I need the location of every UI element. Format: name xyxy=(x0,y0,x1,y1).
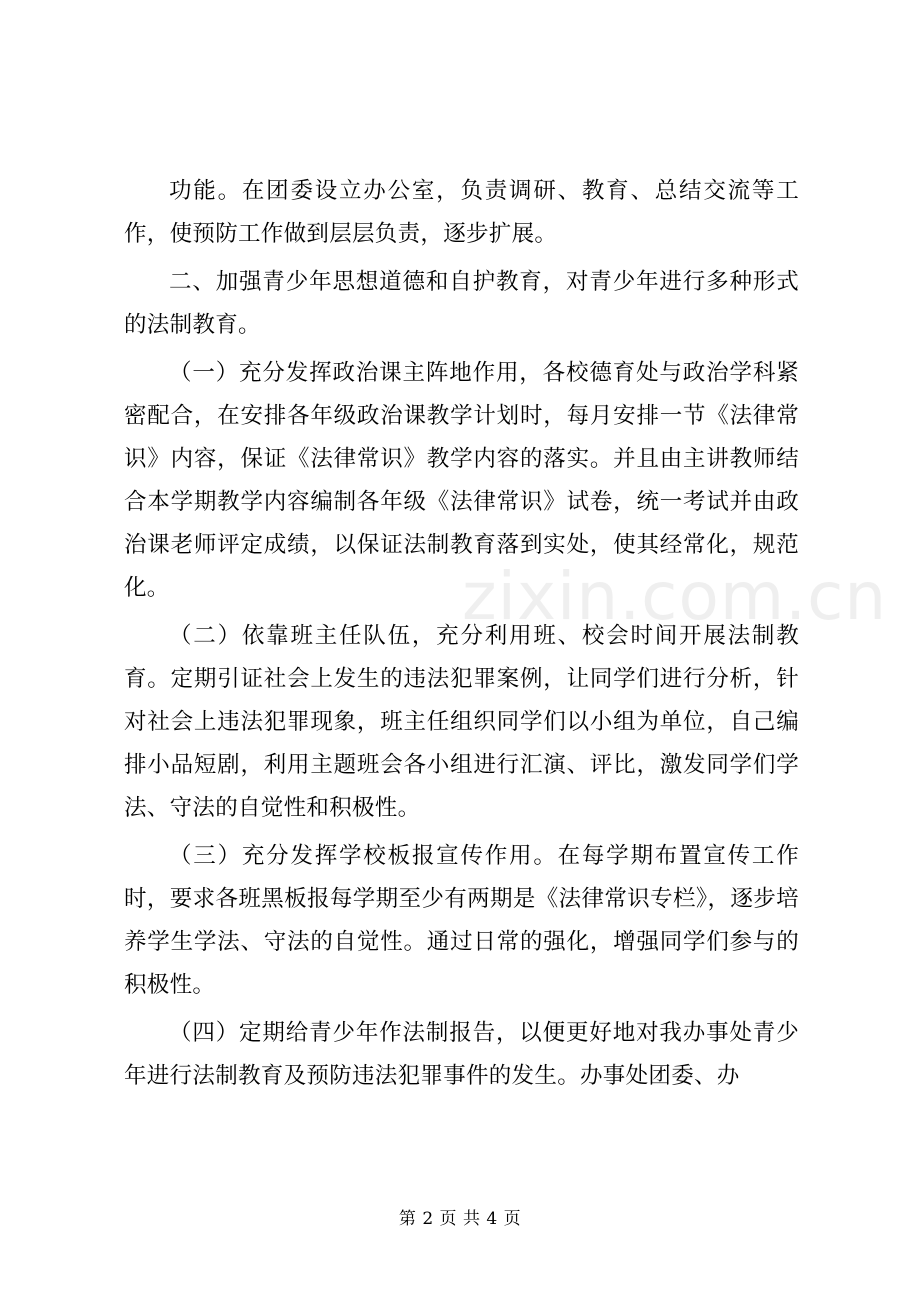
document-body xyxy=(124,170,799,1103)
paragraph-4: （二）依靠班主任队伍，充分利用班、校会时间开展法制教育。定期引证社会上发生的违法犯罪案例，让同学们进行分析，针对社会上违法犯罪现象，班主任组织同学们以小组为单位，自己编排小品短剧，利用主题班会各小组进行汇演、评比，激发同学们学法、守法的自觉性和积极性。 xyxy=(124,623,799,821)
paragraph-1: 功能。在团委设立办公室，负责调研、教育、总结交流等工作，使预防工作做到层层负责，逐步扩展。 xyxy=(124,178,799,247)
paragraph-2: 二、加强青少年思想道德和自护教育，对青少年进行多种形式的法制教育。 xyxy=(124,269,799,338)
watermark: zixin.com.cn xyxy=(462,558,888,635)
paragraph-5: （三）充分发挥学校板报宣传作用。在每学期布置宣传工作时，要求各班黑板报每学期至少有两期是《法律常识专栏》，逐步培养学生学法、守法的自觉性。通过日常的强化，增强同学们参与的积极性。 xyxy=(124,843,799,998)
page-footer: 第 2 页 共 4 页 xyxy=(398,1209,522,1229)
paragraph-3: （一）充分发挥政治课主阵地作用，各校德育处与政治学科紧密配合，在安排各年级政治课教学计划时，每月安排一节《法律常识》内容，保证《法律常识》教学内容的落实。并且由主讲教师结合本学期教学内容编制各年级《法律常识》试卷，统一考试并由政治课老师评定成绩，以保证法制教育落到实处，使其经常化，规范化。 xyxy=(124,360,799,601)
paragraph-6: （四）定期给青少年作法制报告，以便更好地对我办事处青少年进行法制教育及预防违法犯罪事件的发生。办事处团委、办 xyxy=(124,1020,799,1089)
